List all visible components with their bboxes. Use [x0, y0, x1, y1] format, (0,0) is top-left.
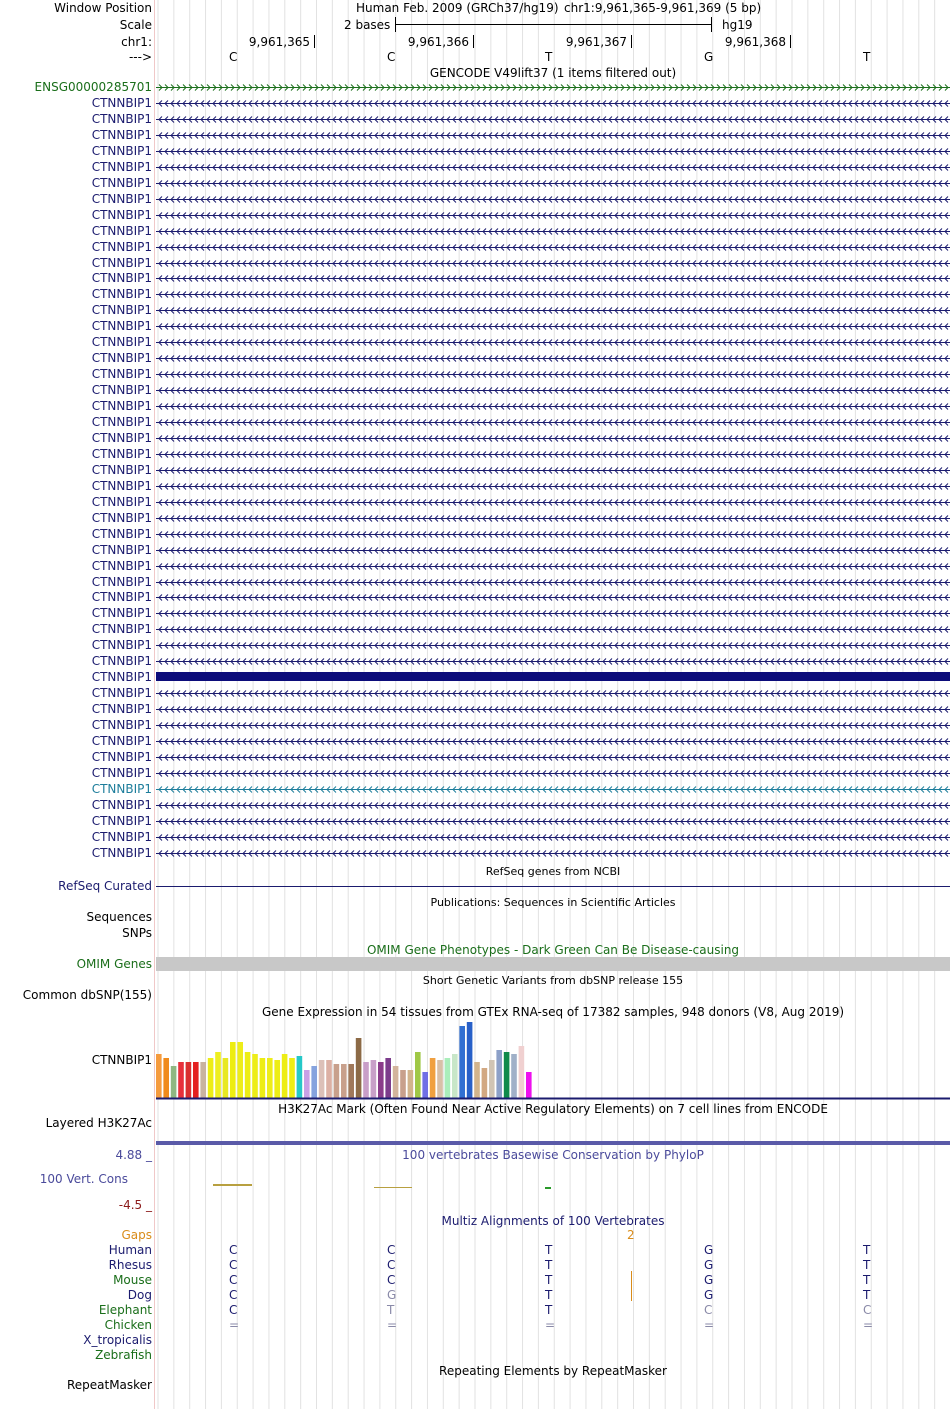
transcript-label[interactable]: CTNNBIP1 — [91, 526, 152, 541]
species-label[interactable]: Zebrafish — [95, 1348, 152, 1362]
transcript-track[interactable] — [156, 419, 950, 426]
alignment-base: C — [229, 1288, 238, 1302]
reference-base: C — [387, 50, 396, 64]
omim-title: OMIM Gene Phenotypes - Dark Green Can Be Disease-causing — [366, 943, 740, 957]
species-label[interactable]: Rhesus — [108, 1258, 152, 1272]
species-label[interactable]: X_tropicalis — [83, 1333, 152, 1347]
transcript-label[interactable]: CTNNBIP1 — [91, 239, 152, 254]
scale-bar-right — [711, 17, 712, 32]
species-label[interactable]: Chicken — [104, 1318, 152, 1332]
transcript-label[interactable]: CTNNBIP1 — [91, 191, 152, 206]
gtex-tissue-bar — [437, 1060, 443, 1098]
transcript-track[interactable] — [156, 451, 950, 458]
omim-track-bar[interactable] — [156, 957, 950, 971]
transcript-label[interactable]: CTNNBIP1 — [91, 367, 152, 382]
gencode-title: GENCODE V49lift37 (1 items filtered out) — [429, 66, 677, 80]
alignment-base: G — [387, 1288, 397, 1302]
alignment-base: = — [545, 1318, 556, 1332]
alignment-base: C — [229, 1303, 238, 1317]
transcript-label[interactable]: CTNNBIP1 — [91, 351, 152, 366]
gtex-title: Gene Expression in 54 tissues from GTEx RNA-seq of 17382 samples, 948 donors (V8, Aug 2019) — [261, 1005, 845, 1019]
alignment-base: G — [704, 1243, 714, 1257]
transcript-label[interactable]: CTNNBIP1 — [91, 287, 152, 302]
refseq-track-line[interactable] — [156, 886, 950, 887]
alignment-base: T — [863, 1243, 871, 1257]
gtex-tissue-bar — [474, 1062, 480, 1098]
gtex-tissue-bar — [156, 1054, 162, 1098]
phylop-label[interactable]: 100 Vert. Cons — [39, 1172, 128, 1186]
publications-title: Publications: Sequences in Scientific Articles — [430, 896, 676, 909]
transcript-track[interactable] — [156, 579, 950, 586]
transcript-track[interactable] — [156, 706, 950, 713]
gtex-tissue-bar — [356, 1038, 362, 1098]
alignment-base: = — [863, 1318, 874, 1332]
transcript-track[interactable] — [156, 260, 950, 267]
transcript-label[interactable]: CTNNBIP1 — [91, 510, 152, 525]
phylop-max: 4.88 _ — [115, 1148, 152, 1162]
transcript-track[interactable] — [156, 387, 950, 394]
gtex-tissue-bar — [252, 1054, 258, 1098]
gtex-tissue-bar — [163, 1058, 169, 1098]
transcript-track[interactable] — [156, 483, 950, 490]
gtex-label[interactable]: CTNNBIP1 — [91, 1053, 152, 1067]
gap-value: 2 — [627, 1228, 635, 1242]
transcript-label[interactable]: CTNNBIP1 — [91, 430, 152, 445]
multiz-title: Multiz Alignments of 100 Vertebrates — [441, 1214, 665, 1228]
gtex-tissue-bar — [378, 1062, 384, 1098]
gtex-tissue-bar — [193, 1062, 199, 1098]
transcript-track[interactable] — [156, 323, 950, 330]
gtex-tissue-bar — [489, 1060, 495, 1098]
coordinate-tick — [314, 35, 315, 48]
transcript-track[interactable] — [156, 818, 950, 825]
transcript-track[interactable] — [156, 802, 950, 809]
snps-label[interactable]: SNPs — [122, 926, 152, 940]
transcript-track[interactable] — [156, 132, 950, 139]
transcript-track[interactable] — [156, 403, 950, 410]
alignment-base: T — [545, 1288, 553, 1302]
alignment-base: T — [545, 1303, 553, 1317]
transcript-label[interactable]: CTNNBIP1 — [91, 749, 152, 764]
refseq-label[interactable]: RefSeq Curated — [58, 879, 152, 893]
transcript-label[interactable]: CTNNBIP1 — [91, 319, 152, 334]
transcript-track[interactable] — [156, 228, 950, 235]
coordinate-label: 9,961,366 — [407, 35, 469, 49]
transcript-label[interactable]: CTNNBIP1 — [91, 494, 152, 509]
coordinate-tick — [473, 35, 474, 48]
transcript-label[interactable]: CTNNBIP1 — [91, 143, 152, 158]
reference-base: T — [863, 50, 871, 64]
gtex-tissue-bar — [371, 1060, 377, 1098]
alignment-base: G — [704, 1288, 714, 1302]
phylop-signal-2[interactable] — [374, 1187, 412, 1188]
transcript-track[interactable] — [156, 770, 950, 777]
gtex-tissue-bar — [348, 1064, 354, 1098]
transcript-track[interactable] — [156, 371, 950, 378]
transcript-label[interactable]: CTNNBIP1 — [91, 175, 152, 190]
transcript-label[interactable]: CTNNBIP1 — [91, 96, 152, 110]
transcript-label[interactable]: CTNNBIP1 — [91, 303, 152, 318]
transcript-label[interactable]: CTNNBIP1 — [91, 654, 152, 669]
gencode-gene-track[interactable] — [156, 84, 950, 91]
transcript-track[interactable] — [156, 499, 950, 506]
transcript-track[interactable] — [156, 754, 950, 761]
dbsnp-title: Short Genetic Variants from dbSNP release 155 — [422, 974, 684, 987]
species-label[interactable]: Dog — [127, 1288, 152, 1302]
transcript-label[interactable]: CTNNBIP1 — [91, 446, 152, 461]
transcript-label[interactable]: CTNNBIP1 — [91, 255, 152, 270]
dbsnp-label[interactable]: Common dbSNP(155) — [22, 988, 152, 1002]
alignment-base: C — [229, 1258, 238, 1272]
alignment-base: C — [387, 1258, 396, 1272]
transcript-label[interactable]: CTNNBIP1 — [91, 845, 152, 860]
gap-marker — [631, 1271, 632, 1301]
transcript-label[interactable]: CTNNBIP1 — [91, 415, 152, 429]
species-label[interactable]: Mouse — [113, 1273, 152, 1287]
alignment-base: C — [387, 1243, 396, 1257]
phylop-signal-1[interactable] — [213, 1184, 252, 1186]
alignment-base: T — [545, 1258, 553, 1272]
transcript-label[interactable]: CTNNBIP1 — [91, 111, 152, 126]
coordinate-tick — [631, 35, 632, 48]
coordinate-label: 9,961,368 — [724, 35, 786, 49]
gtex-tissue-bar — [260, 1058, 266, 1098]
species-label[interactable]: Elephant — [98, 1303, 152, 1317]
transcript-label[interactable]: CTNNBIP1 — [91, 127, 152, 142]
omim-label[interactable]: OMIM Genes — [76, 957, 152, 971]
gtex-tissue-bar — [422, 1072, 428, 1098]
transcript-label[interactable]: CTNNBIP1 — [91, 765, 152, 780]
strand-label: ---> — [128, 50, 152, 64]
phylop-signal-3[interactable] — [545, 1187, 551, 1189]
coordinate-label: 9,961,367 — [565, 35, 627, 49]
alignment-base: T — [863, 1288, 871, 1302]
alignment-base: C — [229, 1243, 238, 1257]
gtex-tissue-bar — [297, 1056, 303, 1098]
alignment-base: C — [387, 1273, 396, 1287]
transcript-label[interactable]: CTNNBIP1 — [91, 271, 152, 286]
gtex-tissue-bar — [400, 1070, 406, 1098]
transcript-label[interactable]: CTNNBIP1 — [91, 638, 152, 653]
transcript-track[interactable] — [156, 212, 950, 219]
transcript-label[interactable]: CTNNBIP1 — [91, 399, 152, 414]
coordinate-label: 9,961,365 — [248, 35, 310, 49]
transcript-track[interactable] — [156, 307, 950, 314]
alignment-base: = — [704, 1318, 715, 1332]
phylop-title: 100 vertebrates Basewise Conservation by PhyloP — [402, 1148, 704, 1162]
assembly-text: Human Feb. 2009 (GRCh37/hg19) — [356, 1, 559, 15]
transcript-label[interactable]: CTNNBIP1 — [91, 670, 152, 685]
transcript-label[interactable]: CTNNBIP1 — [91, 813, 152, 828]
transcript-label[interactable]: CTNNBIP1 — [91, 462, 152, 477]
transcript-label[interactable]: CTNNBIP1 — [91, 718, 152, 733]
scale-text: 2 bases — [344, 18, 391, 32]
transcript-label[interactable]: CTNNBIP1 — [91, 383, 152, 398]
transcript-label[interactable]: CTNNBIP1 — [91, 606, 152, 621]
scale-assembly: hg19 — [722, 18, 753, 32]
gtex-tissue-bar — [334, 1064, 340, 1098]
gtex-tissue-bar — [237, 1042, 243, 1098]
alignment-base: = — [229, 1318, 240, 1332]
transcript-track[interactable] — [156, 180, 950, 187]
gtex-tissue-bar — [319, 1060, 325, 1098]
transcript-track[interactable] — [156, 467, 950, 474]
gtex-tissue-bar — [385, 1058, 391, 1098]
transcript-track[interactable] — [156, 196, 950, 203]
transcript-track[interactable] — [156, 690, 950, 697]
transcript-track[interactable] — [156, 100, 950, 107]
transcript-track[interactable] — [156, 275, 950, 282]
alignment-base: C — [229, 1273, 238, 1287]
gtex-tissue-bar — [519, 1046, 525, 1098]
gencode-gene-label[interactable]: ENSG00000285701 — [34, 80, 152, 94]
gtex-tissue-bar — [445, 1058, 451, 1098]
phylop-min: -4.5 _ — [118, 1198, 152, 1212]
h3k27ac-signal[interactable] — [156, 1141, 950, 1145]
transcript-label[interactable]: CTNNBIP1 — [91, 686, 152, 701]
gtex-tissue-bar — [178, 1062, 184, 1098]
gaps-label: Gaps — [121, 1228, 152, 1242]
scale-label: Scale — [119, 18, 152, 32]
repeatmasker-title: Repeating Elements by RepeatMasker — [439, 1364, 667, 1378]
gtex-tissue-bar — [526, 1072, 532, 1098]
gtex-tissue-bar — [326, 1060, 332, 1098]
transcript-label[interactable]: CTNNBIP1 — [91, 207, 152, 222]
gtex-tissue-bar — [408, 1070, 414, 1098]
position-text[interactable]: chr1:9,961,365-9,961,369 (5 bp) — [564, 1, 762, 15]
transcript-track[interactable] — [156, 116, 950, 123]
gtex-tissue-bar — [223, 1058, 229, 1098]
gtex-tissue-bar — [289, 1058, 295, 1098]
transcript-track[interactable] — [156, 658, 950, 665]
gtex-tissue-bar — [496, 1050, 502, 1098]
refseq-title: RefSeq genes from NCBI — [485, 865, 621, 878]
transcript-label[interactable]: CTNNBIP1 — [91, 734, 152, 748]
transcript-label[interactable]: CTNNBIP1 — [91, 590, 152, 605]
transcript-label[interactable]: CTNNBIP1 — [91, 335, 152, 350]
alignment-base: T — [387, 1303, 395, 1317]
transcript-track[interactable] — [156, 547, 950, 554]
repeatmasker-label[interactable]: RepeatMasker — [66, 1378, 152, 1392]
alignment-base: = — [387, 1318, 398, 1332]
transcript-track[interactable] — [156, 148, 950, 155]
transcript-label[interactable]: CTNNBIP1 — [91, 478, 152, 493]
gtex-tissue-bar — [467, 1022, 473, 1098]
gtex-bar-chart[interactable] — [156, 1018, 950, 1100]
window-position-label: Window Position — [54, 1, 152, 15]
coordinate-tick — [790, 35, 791, 48]
gtex-tissue-bar — [311, 1066, 317, 1098]
publications-label[interactable]: Sequences — [86, 910, 152, 924]
chrom-label: chr1: — [121, 35, 152, 49]
label-separator — [154, 0, 155, 1409]
reference-base: C — [229, 50, 238, 64]
reference-base: G — [704, 50, 714, 64]
gtex-tissue-bar — [363, 1062, 369, 1098]
transcript-track[interactable] — [156, 339, 950, 346]
transcript-label[interactable]: CTNNBIP1 — [91, 781, 152, 796]
transcript-label[interactable]: CTNNBIP1 — [91, 159, 152, 174]
transcript-track[interactable] — [156, 738, 950, 745]
gtex-tissue-bar — [430, 1058, 436, 1098]
gtex-tissue-bar — [267, 1058, 273, 1098]
reference-base: T — [545, 50, 553, 64]
transcript-track[interactable] — [156, 531, 950, 538]
transcript-exon-bar[interactable] — [156, 672, 950, 681]
gtex-tissue-bar — [304, 1070, 310, 1098]
gtex-tissue-bar — [171, 1066, 177, 1098]
gtex-tissue-bar — [245, 1052, 251, 1098]
gtex-tissue-bar — [230, 1042, 236, 1098]
alignment-base: G — [704, 1258, 714, 1272]
transcript-track[interactable] — [156, 626, 950, 633]
transcript-track[interactable] — [156, 594, 950, 601]
gtex-tissue-bar — [459, 1026, 465, 1098]
transcript-label[interactable]: CTNNBIP1 — [91, 542, 152, 557]
species-label[interactable]: Human — [108, 1243, 152, 1257]
alignment-base: T — [545, 1243, 553, 1257]
transcript-track[interactable] — [156, 722, 950, 729]
gtex-tissue-bar — [452, 1054, 458, 1098]
h3k27ac-title: H3K27Ac Mark (Often Found Near Active Regulatory Elements) on 7 cell lines from ENCODE — [278, 1102, 828, 1116]
gtex-tissue-bar — [415, 1052, 421, 1098]
gtex-tissue-bar — [186, 1062, 192, 1098]
transcript-label[interactable]: CTNNBIP1 — [91, 558, 152, 573]
transcript-label[interactable]: CTNNBIP1 — [91, 797, 152, 812]
alignment-base: C — [863, 1303, 872, 1317]
gtex-tissue-bar — [215, 1052, 221, 1098]
transcript-track[interactable] — [156, 164, 950, 171]
alignment-base: C — [704, 1303, 713, 1317]
transcript-label[interactable]: CTNNBIP1 — [91, 702, 152, 717]
transcript-label[interactable]: CTNNBIP1 — [91, 622, 152, 637]
transcript-track[interactable] — [156, 850, 950, 857]
transcript-track[interactable] — [156, 515, 950, 522]
transcript-track[interactable] — [156, 244, 950, 251]
h3k27ac-label[interactable]: Layered H3K27Ac — [45, 1116, 152, 1130]
transcript-track[interactable] — [156, 435, 950, 442]
transcript-track[interactable] — [156, 355, 950, 362]
gtex-tissue-bar — [200, 1062, 206, 1098]
transcript-track[interactable] — [156, 642, 950, 649]
gtex-tissue-bar — [511, 1054, 517, 1098]
transcript-label[interactable]: CTNNBIP1 — [91, 223, 152, 238]
gtex-tissue-bar — [482, 1068, 488, 1098]
transcript-track[interactable] — [156, 786, 950, 793]
alignment-base: T — [863, 1273, 871, 1287]
scale-bar — [395, 24, 712, 25]
gtex-tissue-bar — [341, 1064, 347, 1098]
transcript-track[interactable] — [156, 563, 950, 570]
gtex-tissue-bar — [504, 1052, 510, 1098]
alignment-base: T — [863, 1258, 871, 1272]
gtex-tissue-bar — [274, 1060, 280, 1098]
alignment-base: T — [545, 1273, 553, 1287]
transcript-track[interactable] — [156, 610, 950, 617]
transcript-label[interactable]: CTNNBIP1 — [91, 574, 152, 589]
transcript-track[interactable] — [156, 834, 950, 841]
transcript-track[interactable] — [156, 291, 950, 298]
transcript-label[interactable]: CTNNBIP1 — [91, 829, 152, 844]
gtex-tissue-bar — [208, 1058, 214, 1098]
alignment-base: G — [704, 1273, 714, 1287]
gtex-tissue-bar — [282, 1054, 288, 1098]
gtex-tissue-bar — [393, 1066, 399, 1098]
